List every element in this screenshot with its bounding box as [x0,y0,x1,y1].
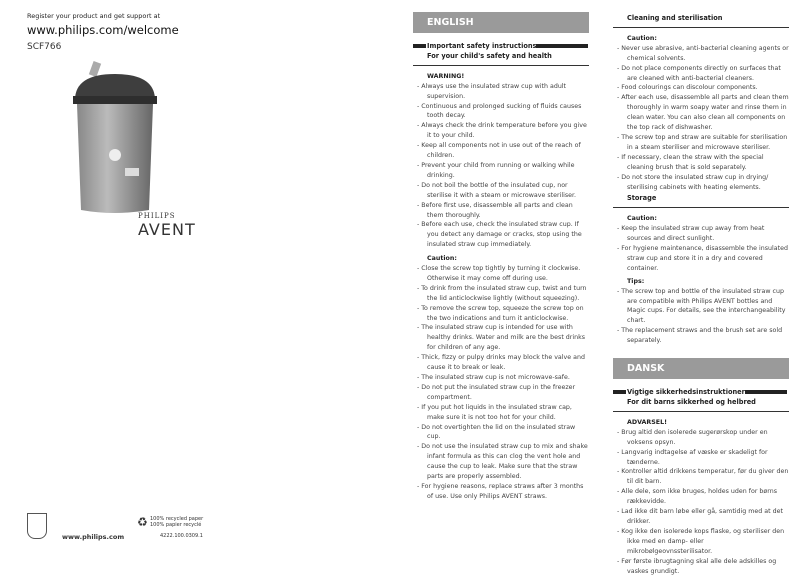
list-item: - For hygiene maintenance, disassemble the insulated straw cup and store it in a dry and covered container. [617,245,788,272]
list-item-text: Keep the insulated straw cup away from heat sources and direct sunlight. [621,225,765,243]
philips-shield-logo [27,513,47,539]
list-item: - The insulated straw cup is not microwave-safe. [417,374,570,381]
list-item: - Før første ibrugtagning skal alle dele adskilles og vaskes grundigt. [617,557,777,575]
list-item-text: The screw top and bottle of the insulated straw cup are compatible with Philips AVENT bottles and Magic cups. For details, see the interchangeability chart. [621,287,786,325]
list-item: - Close the screw top tightly by turning it clockwise. Otherwise it may come off during use. [417,265,581,282]
list-item: - Do not put the insulated straw cup in the freezer compartment. [417,383,576,401]
list-item-text: Do not store the insulated straw cup in drying/ sterilising cabinets with heating elements. [621,173,769,191]
list-item: - To remove the screw top, squeeze the screw top on the two indications and turn it anticlockwise. [417,304,584,322]
list-item-text: If you put hot liquids in the insulated straw cap, make sure it is not too hot for your child. [421,403,572,421]
list-item-text: The insulated straw cup is intended for use with healthy drinks. Water and milk are the best drinks for children of any age. [421,324,586,352]
list-item: - Alle dele, som ikke bruges, holdes uden for børns rækkevidde. [617,488,778,506]
list-item: - After each use, disassemble all parts and clean them thoroughly in warm soapy water and rinse them in clean water. You can also clean all components on the top rack of dishwasher. [617,94,789,132]
list-item-text: The insulated straw cup is not microwave-safe. [421,374,570,381]
recycled-paper-note [150,516,203,528]
bullet-list [413,82,589,250]
subsection-heading: For your child's safety and health [413,52,589,66]
list-item-text: For hygiene maintenance, disassemble the insulated straw cup and store it in a dry and covered container. [621,245,788,272]
warning-heading: WARNING! [427,72,465,80]
storage-heading: Storage [613,194,789,208]
list-item: - Before each use, check the insulated straw cup. If you detect any damage or cracks, stop using the insulated straw cup immediately. [417,221,582,249]
avent-wordmark: AVENT [138,220,196,239]
list-item-text: Food colourings can discolour components. [621,84,758,92]
storage-caution-heading: Caution: [627,215,657,223]
list-item-text: Always check the drink temperature before you give it to your child. [421,122,587,140]
list-item: - Do not overtighten the lid on the insulated straw cup. [417,423,576,441]
footer-website[interactable]: www.philips.com [62,533,125,541]
language-header-english: ENGLISH [413,12,589,33]
philips-wordmark: PHILIPS [138,212,176,220]
list-item: - Before first use, disassemble all parts and clean them thoroughly. [417,201,573,219]
list-item: - The replacement straws and the brush set are sold separately. [617,327,783,345]
list-item-text: If necessary, clean the straw with the special cleaning brush that is sold separately. [621,153,764,171]
list-item: - Prevent your child from running or walking while drinking. [417,161,575,179]
support-url[interactable]: www.philips.com/welcome [27,23,179,37]
list-item: - If you put hot liquids in the insulated straw cap, make sure it is not too hot for your child. [417,403,572,421]
list-item-text: Do not boil the bottle of the insulated cup, nor sterilise it with a steam or microwave steriliser. [421,181,577,199]
bullet-list [613,428,789,576]
list-item: - The screw top and straw are suitable for sterilisation in a steam steriliser and microwave steriliser. [617,133,788,151]
bullet-list [613,287,789,346]
list-item: - The screw top and bottle of the insulated straw cup are compatible with Philips AVENT bottles and Magic cups. For details, see the interchangeability chart. [617,287,786,325]
list-item-text: Kog ikke den isolerede kops flaske, og steriliser den ikke med en damp- eller mikrobølgeovnssterilisator. [621,527,785,555]
list-item: - Keep the insulated straw cup away from heat sources and direct sunlight. [617,225,765,243]
list-item-text: Brug altid den isolerede sugerørskop under en voksens opsyn. [621,428,768,446]
list-item-text: Never use abrasive, anti-bacterial cleaning agents or chemical solvents. [621,44,789,62]
list-item: - Lad ikke dit barn løbe eller gå, samtidig med at det drikker. [617,508,783,525]
list-item-text: Keep all components not in use out of the reach of children. [421,142,581,160]
tips-heading: Tips: [627,277,645,285]
list-item-text: Continuous and prolonged sucking of fluids causes tooth decay. [421,102,582,120]
list-item-text: Før første ibrugtagning skal alle dele adskilles og vaskes grundigt. [621,557,777,575]
section-heading: Important safety instructions [413,42,589,52]
list-item-text: Alle dele, som ikke bruges, holdes uden for børns rækkevidde. [621,488,778,506]
list-item-text: Close the screw top tightly by turning it clockwise. Otherwise it may come off during use. [421,265,581,282]
list-item-text: Langvarig indtagelse af væske er skadeligt for tænderne. [621,448,768,466]
language-header-dansk: DANSK [613,358,789,379]
list-item: - Kontroller altid drikkens temperatur, før du giver den til dit barn. [617,468,789,486]
list-item-text: Always use the insulated straw cup with adult supervision. [421,82,567,100]
list-item-text: Do not use the insulated straw cup to mix and shake infant formula as this can clog the vent hole and cause the cup to leak. Make sure that the straw parts are properly assembled. [421,443,588,481]
list-item: - Brug altid den isolerede sugerørskop under en voksens opsyn. [617,428,768,446]
recycled-fr: 100% papier recyclé [150,522,202,528]
list-item-text: Before each use, check the insulated straw cup. If you detect any damage or cracks, stop using the insulated straw cup immediately. [421,221,582,249]
dansk-subsection-heading: For dit barns sikkerhed og helbred [613,398,789,412]
list-item-text: Before first use, disassemble all parts and clean them thoroughly. [421,201,573,219]
list-item: - Thick, fizzy or pulpy drinks may block the valve and cause it to break or leak. [417,354,585,372]
dansk-warning-heading: ADVARSEL! [627,418,667,426]
list-item: - Do not boil the bottle of the insulated cup, nor sterilise it with a steam or microwave steriliser. [417,181,577,199]
list-item-text: Prevent your child from running or walking while drinking. [421,161,575,179]
product-image-straw-cup [65,60,165,220]
philips-avent-logo [138,212,196,239]
bullet-list [613,44,789,193]
list-item-text: For hygiene reasons, replace straws after 3 months of use. Use only Philips AVENT straws. [421,482,584,500]
bullet-list [413,264,589,502]
list-item: - Do not use the insulated straw cup to mix and shake infant formula as this can clog the vent hole and cause the cup to leak. Make sure that the straw parts are properly assembled. [417,443,588,481]
dansk-section-heading: Vigtige sikkerhedsinstruktioner [613,388,789,398]
recycled-en: 100% recycled paper [150,516,204,522]
list-item-text: The replacement straws and the brush set are sold separately. [621,327,783,345]
list-item: - Kog ikke den isolerede kops flaske, og steriliser den ikke med en damp- eller mikrobølgeovnssterilisator. [617,527,785,555]
register-text: Register your product and get support at [27,12,161,20]
list-item: - For hygiene reasons, replace straws after 3 months of use. Use only Philips AVENT straws. [417,482,584,500]
model-number: SCF766 [27,42,62,52]
cleaning-caution-heading: Caution: [627,34,657,42]
list-item: - Never use abrasive, anti-bacterial cleaning agents or chemical solvents. [617,44,789,62]
list-item-text: After each use, disassemble all parts and clean them thoroughly in warm soapy water and rinse them in clean water. You can also clean all components on the top rack of dishwasher. [621,94,789,132]
recycle-icon: ♻ [137,515,148,529]
list-item-text: Thick, fizzy or pulpy drinks may block the valve and cause it to break or leak. [421,354,585,372]
list-item: - Do not place components directly on surfaces that are cleaned with anti-bacterial cleaners. [617,64,781,82]
list-item-text: Lad ikke dit barn løbe eller gå, samtidig med at det drikker. [621,508,783,525]
list-item: - Do not store the insulated straw cup in drying/ sterilising cabinets with heating elements. [617,173,769,191]
english-column-1 [413,12,589,502]
list-item: - Keep all components not in use out of the reach of children. [417,142,581,160]
list-item-text: Do not put the insulated straw cup in the freezer compartment. [421,383,576,401]
list-item: - Always check the drink temperature before you give it to your child. [417,122,587,140]
list-item-text: Do not place components directly on surfaces that are cleaned with anti-bacterial cleaners. [621,64,781,82]
list-item: - Continuous and prolonged sucking of fluids causes tooth decay. [417,102,582,120]
list-item: - If necessary, clean the straw with the special cleaning brush that is sold separately. [617,153,764,171]
list-item: - To drink from the insulated straw cup, twist and turn the lid anticlockwise lightly (without squeezing). [417,284,587,302]
list-item-text: Do not overtighten the lid on the insulated straw cup. [421,423,576,441]
cleaning-heading: Cleaning and sterilisation [613,14,789,28]
bullet-list [613,224,789,274]
english-column-2 [613,14,789,576]
list-item: - The insulated straw cup is intended for use with healthy drinks. Water and milk are the best drinks for children of any age. [417,324,586,352]
list-item-text: To remove the screw top, squeeze the screw top on the two indications and turn it anticlockwise. [421,304,584,322]
list-item-text: Kontroller altid drikkens temperatur, før du giver den til dit barn. [621,468,789,486]
list-item: - Langvarig indtagelse af væske er skadeligt for tænderne. [617,448,768,466]
list-item: - Food colourings can discolour components. [617,84,758,92]
list-item-text: The screw top and straw are suitable for sterilisation in a steam steriliser and microwave steriliser. [621,133,788,151]
caution-heading: Caution: [427,255,457,263]
document-code: 4222.100.0309.1 [160,533,203,539]
list-item: - Always use the insulated straw cup with adult supervision. [417,82,567,100]
list-item-text: To drink from the insulated straw cup, twist and turn the lid anticlockwise lightly (without squeezing). [421,284,587,302]
